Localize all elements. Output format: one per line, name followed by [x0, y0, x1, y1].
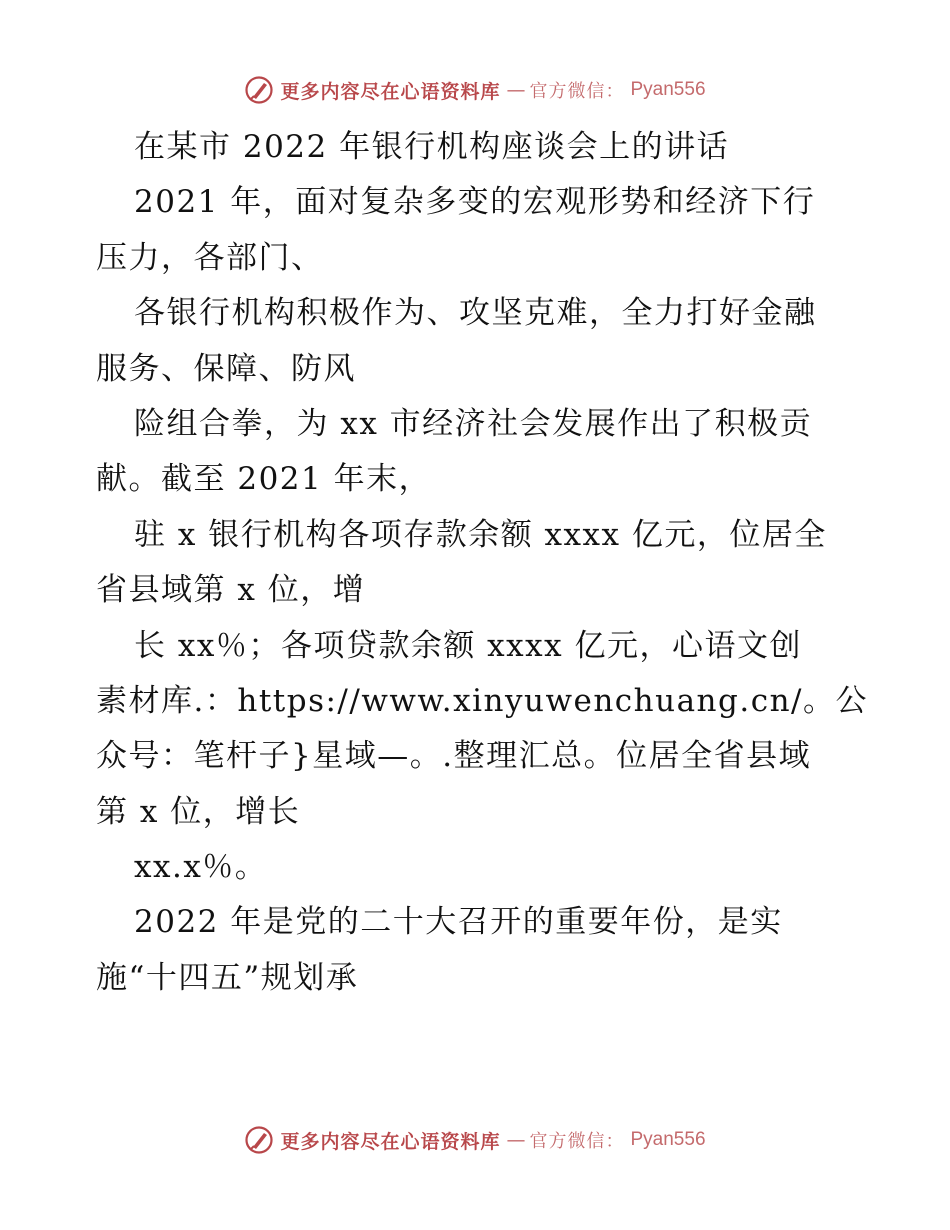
document-title: 在某市 2022 年银行机构座谈会上的讲话 [134, 129, 730, 165]
paragraph-line: 献。截至 2021 年末， [96, 461, 432, 498]
banner-separator: — [506, 79, 524, 101]
paragraph-line: 素材库.：https://www.xinyuwenchuang.cn/。公 [96, 682, 868, 719]
paragraph-line: 各银行机构积极作为、攻坚克难，全力打好金融 [134, 295, 817, 332]
paragraph-line: 驻 x 银行机构各项存款余额 xxxx 亿元，位居全 [134, 516, 827, 553]
paragraph-line: 第 x 位，增长 [96, 793, 301, 830]
paragraph-line: 施“十四五”规划承 [96, 959, 359, 996]
banner-wechat-label: 官方微信： [529, 1131, 625, 1152]
paragraph-line: 省县域第 x 位，增 [96, 572, 366, 609]
banner-wechat-id: Pyan556 [630, 79, 706, 100]
paragraph-line: 长 xx％；各项贷款余额 xxxx 亿元，心语文创 [134, 627, 802, 664]
footer-banner [0, 1122, 950, 1158]
paragraph-line: xx.x％。 [134, 849, 268, 886]
banner-text: 更多内容尽在心语资料库 [280, 80, 501, 103]
quill-pen-logo-icon [244, 75, 274, 105]
banner-separator: — [506, 1129, 524, 1151]
banner-wechat-id: Pyan556 [630, 1129, 706, 1150]
quill-pen-logo-icon [244, 1125, 274, 1155]
paragraph-line: 众号：笔杆子}星域—。.整理汇总。位居全省县域 [96, 738, 812, 775]
paragraph-line: 压力，各部门、 [96, 239, 324, 276]
banner-text: 更多内容尽在心语资料库 [280, 1130, 501, 1153]
paragraph-line: 险组合拳，为 xx 市经济社会发展作出了积极贡 [134, 405, 813, 442]
header-banner [0, 72, 950, 108]
paragraph-line: 2021 年，面对复杂多变的宏观形势和经济下行 [134, 184, 816, 221]
document-body [96, 120, 866, 1006]
banner-wechat-label: 官方微信： [529, 81, 625, 102]
paragraph-line: 2022 年是党的二十大召开的重要年份，是实 [134, 904, 783, 941]
paragraph-line: 服务、保障、防风 [96, 350, 356, 387]
